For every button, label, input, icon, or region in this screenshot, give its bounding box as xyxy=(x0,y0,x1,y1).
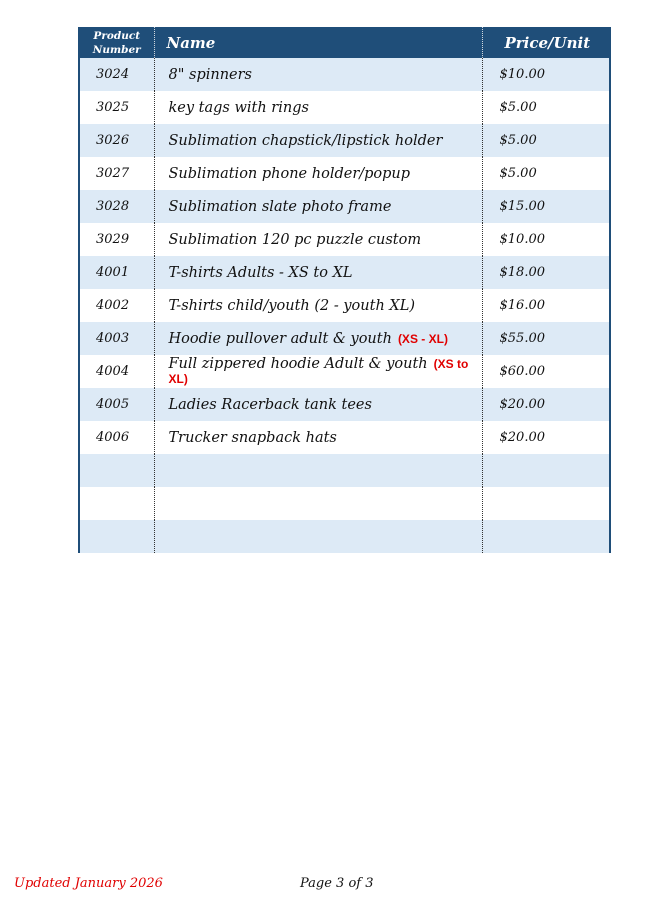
product-number-cell: 3026 xyxy=(80,124,154,157)
empty-table-row xyxy=(80,520,609,553)
product-number-cell: 3027 xyxy=(80,157,154,190)
product-name: Sublimation slate photo frame xyxy=(168,198,392,215)
header-row xyxy=(80,27,609,58)
product-name-cell xyxy=(154,388,482,421)
product-table xyxy=(80,27,609,553)
product-number-cell xyxy=(80,454,154,487)
price-cell: $18.00 xyxy=(499,265,545,280)
price-cell: $5.00 xyxy=(499,166,537,181)
product-number-cell: 3025 xyxy=(80,91,154,124)
product-name-cell xyxy=(154,355,482,388)
product-name-cell xyxy=(154,487,482,520)
table-row xyxy=(80,124,609,157)
table-row xyxy=(80,58,609,91)
size-range-note: (XS to XL) xyxy=(168,357,469,386)
product-number-cell xyxy=(80,487,154,520)
product-name: key tags with rings xyxy=(168,99,309,116)
product-number-cell: 4003 xyxy=(80,322,154,355)
product-name: T-shirts Adults - XS to XL xyxy=(168,264,353,281)
table-row xyxy=(80,256,609,289)
price-cell: $10.00 xyxy=(499,67,545,82)
product-number-cell: 3024 xyxy=(80,58,154,91)
table-row xyxy=(80,388,609,421)
header-name: Name xyxy=(154,27,482,58)
product-name-cell xyxy=(154,289,482,322)
table-row xyxy=(80,322,609,355)
product-name: Full zippered hoodie Adult & youth xyxy=(168,356,428,372)
product-name: T-shirts child/youth (2 - youth XL) xyxy=(168,297,416,314)
product-name-cell xyxy=(154,454,482,487)
table-row xyxy=(80,190,609,223)
price-cell xyxy=(482,487,609,520)
size-range-note: (XS - XL) xyxy=(397,331,448,346)
product-name-cell xyxy=(154,223,482,256)
price-cell: $5.00 xyxy=(499,133,537,148)
product-number-cell: 3028 xyxy=(80,190,154,223)
price-cell: $15.00 xyxy=(499,199,545,214)
empty-table-row xyxy=(80,454,609,487)
product-name-cell xyxy=(154,124,482,157)
product-name-cell xyxy=(154,520,482,553)
product-number-cell: 4002 xyxy=(80,289,154,322)
product-name: 8" spinners xyxy=(168,66,252,83)
price-cell: $10.00 xyxy=(499,232,545,247)
product-name-cell xyxy=(154,421,482,454)
product-name: Hoodie pullover adult & youth xyxy=(168,330,392,347)
price-cell xyxy=(482,520,609,553)
product-name-cell xyxy=(154,58,482,91)
price-cell: $55.00 xyxy=(499,331,545,346)
price-cell: $20.00 xyxy=(499,430,545,445)
table-header xyxy=(80,27,609,58)
price-table xyxy=(78,27,611,553)
product-name-cell xyxy=(154,157,482,190)
product-name: Sublimation 120 pc puzzle custom xyxy=(168,231,422,248)
table-row xyxy=(80,157,609,190)
table-row xyxy=(80,355,609,388)
table-row xyxy=(80,421,609,454)
price-cell: $60.00 xyxy=(499,364,545,379)
product-name: Sublimation chapstick/lipstick holder xyxy=(168,132,443,149)
header-product-number: Product Number xyxy=(80,27,154,58)
product-number-cell: 3029 xyxy=(80,223,154,256)
product-number-cell: 4001 xyxy=(80,256,154,289)
product-name: Sublimation phone holder/popup xyxy=(168,165,411,182)
product-number-cell: 4006 xyxy=(80,421,154,454)
product-name: Trucker snapback hats xyxy=(168,429,337,446)
product-name-cell xyxy=(154,190,482,223)
product-name-cell xyxy=(154,322,482,355)
table-body xyxy=(80,58,609,553)
empty-table-row xyxy=(80,487,609,520)
page-number: Page 3 of 3 xyxy=(300,876,374,891)
product-name-cell xyxy=(154,256,482,289)
updated-date: Updated January 2026 xyxy=(14,876,163,891)
header-price-unit: Price/Unit xyxy=(504,33,591,52)
product-name: Ladies Racerback tank tees xyxy=(168,396,372,413)
product-number-cell: 4004 xyxy=(80,355,154,388)
table-row xyxy=(80,289,609,322)
product-number-cell: 4005 xyxy=(80,388,154,421)
price-cell: $16.00 xyxy=(499,298,545,313)
price-cell: $5.00 xyxy=(499,100,537,115)
product-name-cell xyxy=(154,91,482,124)
table-row xyxy=(80,223,609,256)
price-cell: $20.00 xyxy=(499,397,545,412)
product-number-cell xyxy=(80,520,154,553)
table-row xyxy=(80,91,609,124)
price-cell xyxy=(482,454,609,487)
